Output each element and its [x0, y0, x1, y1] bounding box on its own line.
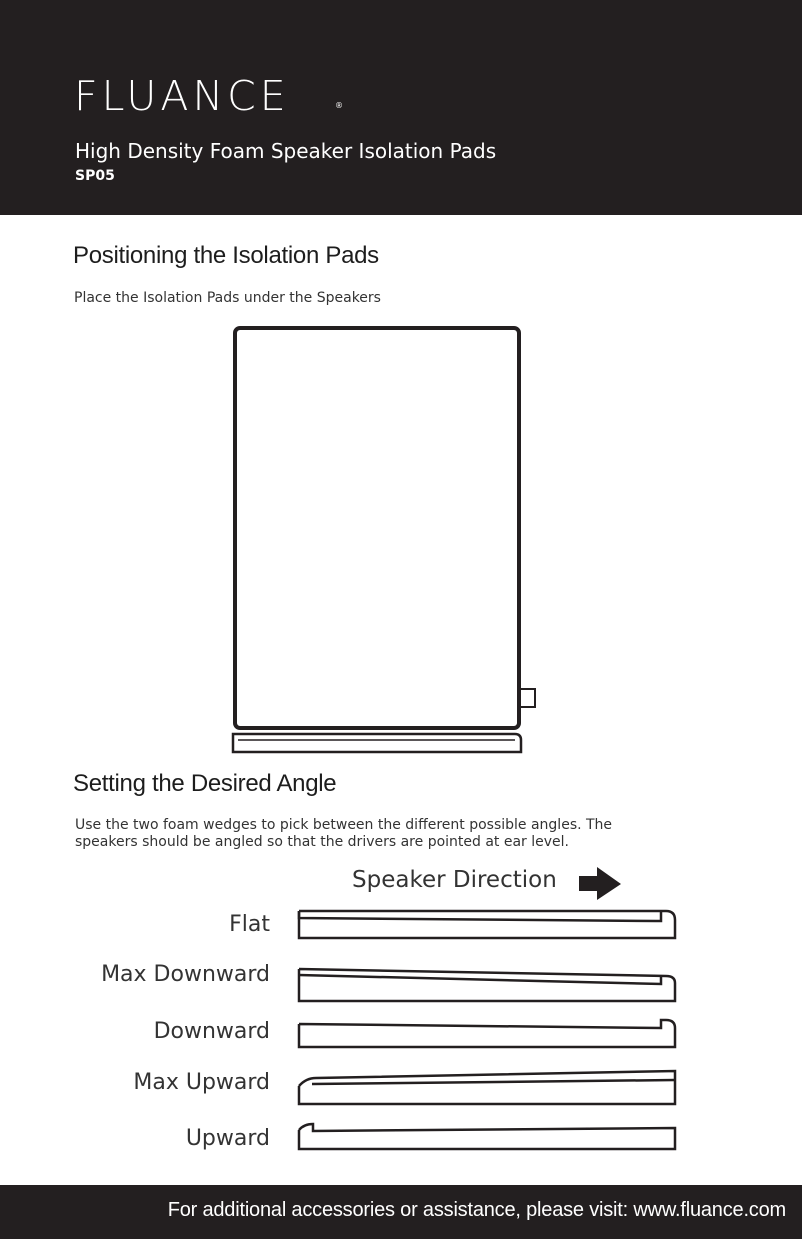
- speaker-direction-label: Speaker Direction: [352, 867, 557, 893]
- speaker-rear-port: [520, 689, 535, 707]
- positioning-text: Place the Isolation Pads under the Speakers: [74, 290, 381, 306]
- pad-max-upward-base: [299, 1071, 675, 1104]
- pad-flat-top: [299, 911, 661, 921]
- positioning-title: Positioning the Isolation Pads: [73, 242, 379, 269]
- pad-downward: [299, 1020, 675, 1047]
- pad-flat: [299, 911, 675, 938]
- angle-text-line1: Use the two foam wedges to pick between the different possible angles. The: [75, 817, 613, 833]
- pad-upward: [299, 1124, 675, 1149]
- pad-upward-shape: [299, 1124, 675, 1149]
- label-max-downward: Max Downward: [101, 962, 270, 987]
- footer-banner: [0, 1185, 802, 1239]
- footer-text: For additional accessories or assistance, please visit: www.fluance.com: [167, 1199, 786, 1221]
- angle-title: Setting the Desired Angle: [73, 770, 337, 797]
- product-name: High Density Foam Speaker Isolation Pads: [75, 139, 497, 163]
- pad-max-downward-wedge: [299, 975, 661, 984]
- label-downward: Downward: [153, 1019, 270, 1044]
- speaker-cabinet: [235, 328, 519, 728]
- isolation-pad: [233, 734, 521, 752]
- pad-max-upward: [299, 1071, 675, 1104]
- pad-max-downward-base: [299, 969, 675, 1001]
- label-upward: Upward: [185, 1126, 270, 1151]
- pad-flat-base: [299, 911, 675, 938]
- speaker-illustration: [233, 328, 535, 752]
- arrow-right-icon: [579, 867, 621, 900]
- angle-text-line2: speakers should be angled so that the drivers are pointed at ear level.: [75, 834, 570, 850]
- label-max-upward: Max Upward: [133, 1070, 270, 1095]
- pad-downward-shape: [299, 1020, 675, 1047]
- brand-name: FLUANCE: [74, 72, 290, 120]
- pad-max-downward: [299, 969, 675, 1001]
- label-flat: Flat: [229, 912, 270, 937]
- registered-mark: ®: [335, 101, 343, 110]
- pad-max-upward-wedge: [312, 1080, 675, 1084]
- model-number: SP05: [75, 168, 115, 184]
